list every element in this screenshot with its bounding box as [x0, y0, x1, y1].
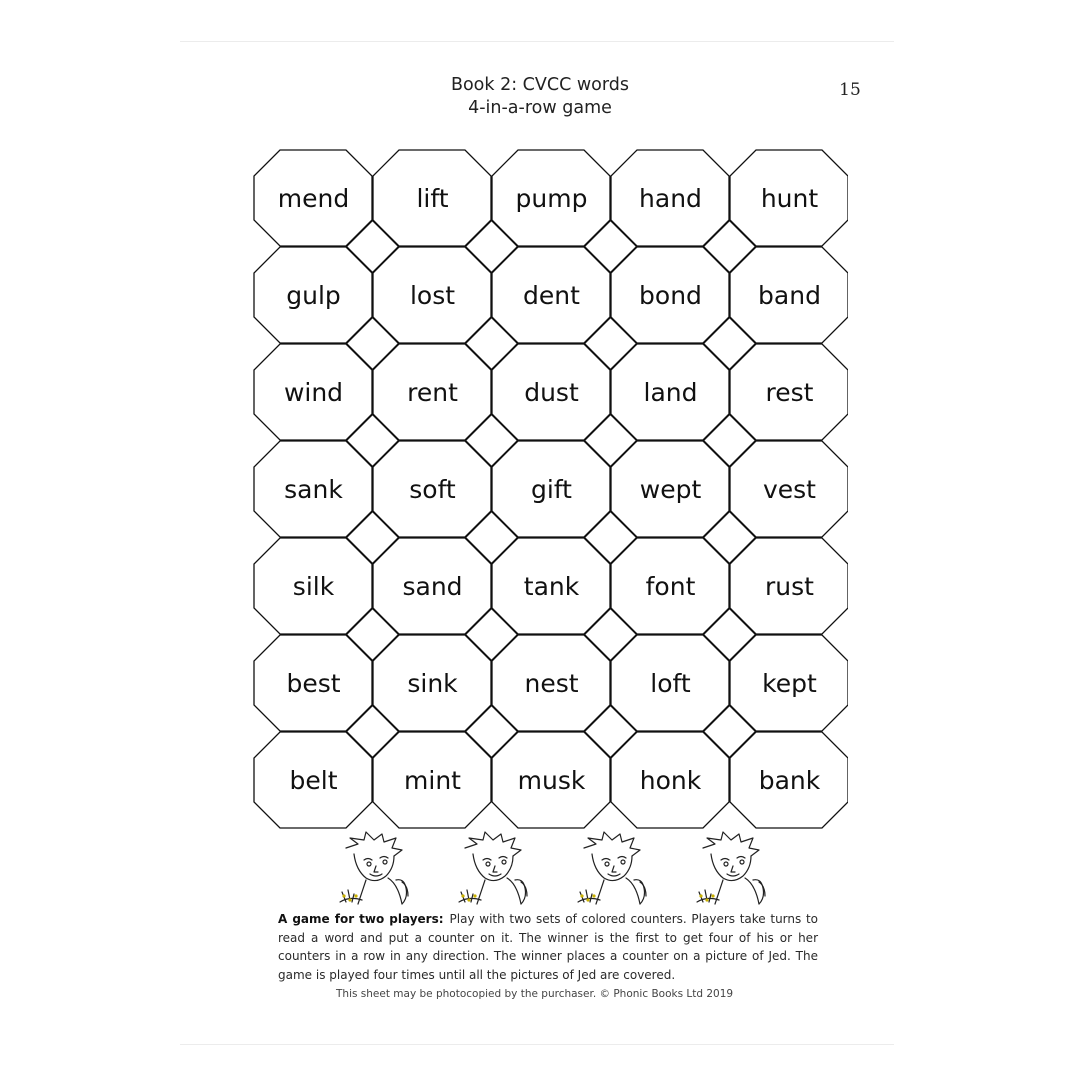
- page-title: Book 2: CVCC words: [450, 75, 630, 95]
- word-cell-vest[interactable]: vest: [762, 474, 816, 504]
- copyright-footer: This sheet may be photocopied by the purchaser. © Phonic Books Ltd 2019: [336, 988, 734, 1000]
- word-cell-honk[interactable]: honk: [639, 765, 702, 795]
- word-cell-nest[interactable]: nest: [524, 668, 579, 698]
- word-cell-mint[interactable]: mint: [404, 765, 461, 795]
- word-cell-rust[interactable]: rust: [765, 571, 814, 601]
- jed-character-icon[interactable]: [336, 830, 416, 908]
- word-cell-dust[interactable]: dust: [524, 377, 579, 407]
- page-header: [340, 74, 740, 120]
- jed-character-icon[interactable]: [693, 830, 773, 908]
- page-number: 15: [839, 80, 861, 100]
- word-cell-rent[interactable]: rent: [407, 377, 458, 407]
- game-board: [253, 149, 848, 830]
- word-cell-wind[interactable]: wind: [283, 377, 344, 407]
- word-cell-wept[interactable]: wept: [639, 474, 702, 504]
- word-cell-best[interactable]: best: [286, 668, 341, 698]
- word-cell-soft[interactable]: soft: [409, 474, 456, 504]
- word-cell-lift[interactable]: lift: [416, 183, 449, 213]
- word-cell-belt[interactable]: belt: [289, 765, 338, 795]
- word-cell-dent[interactable]: dent: [523, 280, 580, 310]
- word-cell-gulp[interactable]: gulp: [286, 280, 341, 310]
- jed-character-icon[interactable]: [455, 830, 535, 908]
- word-cell-sank[interactable]: sank: [284, 474, 343, 504]
- word-cell-sand[interactable]: sand: [402, 571, 463, 601]
- word-cell-rest[interactable]: rest: [765, 377, 814, 407]
- word-cell-hand[interactable]: hand: [639, 183, 702, 213]
- jed-character-icon[interactable]: [574, 830, 654, 908]
- word-cell-hunt[interactable]: hunt: [760, 183, 819, 213]
- word-cell-band[interactable]: band: [758, 280, 821, 310]
- word-cell-tank[interactable]: tank: [523, 571, 580, 601]
- word-cell-lost[interactable]: lost: [409, 280, 456, 310]
- instructions-body: Play with two sets of colored counters. Players take turns to read a word and put a counter on it. The winner is the first to get four of his or her counters in a row in any direction. The winner places a counter on a picture of Jed. The game is played four times until all the pictures of Jed are covered.: [278, 912, 818, 982]
- page-subtitle: 4-in-a-row game: [468, 98, 612, 118]
- word-cell-bond[interactable]: bond: [639, 280, 702, 310]
- page-bottom-edge: [180, 1044, 894, 1045]
- word-cell-land[interactable]: land: [643, 377, 698, 407]
- page-top-edge: [180, 41, 894, 42]
- word-cell-loft[interactable]: loft: [650, 668, 691, 698]
- word-cell-gift[interactable]: gift: [531, 474, 572, 504]
- word-cell-bank[interactable]: bank: [758, 765, 821, 795]
- word-cell-mend[interactable]: mend: [277, 183, 350, 213]
- word-cell-font[interactable]: font: [645, 571, 696, 601]
- word-cell-kept[interactable]: kept: [762, 668, 817, 698]
- jed-pictures: [330, 830, 790, 910]
- word-cell-silk[interactable]: silk: [292, 571, 335, 601]
- word-cell-pump[interactable]: pump: [515, 183, 588, 213]
- instructions: [278, 910, 818, 984]
- word-cell-musk[interactable]: musk: [517, 765, 586, 795]
- word-cell-sink[interactable]: sink: [407, 668, 458, 698]
- instructions-lead: A game for two players:: [278, 912, 444, 926]
